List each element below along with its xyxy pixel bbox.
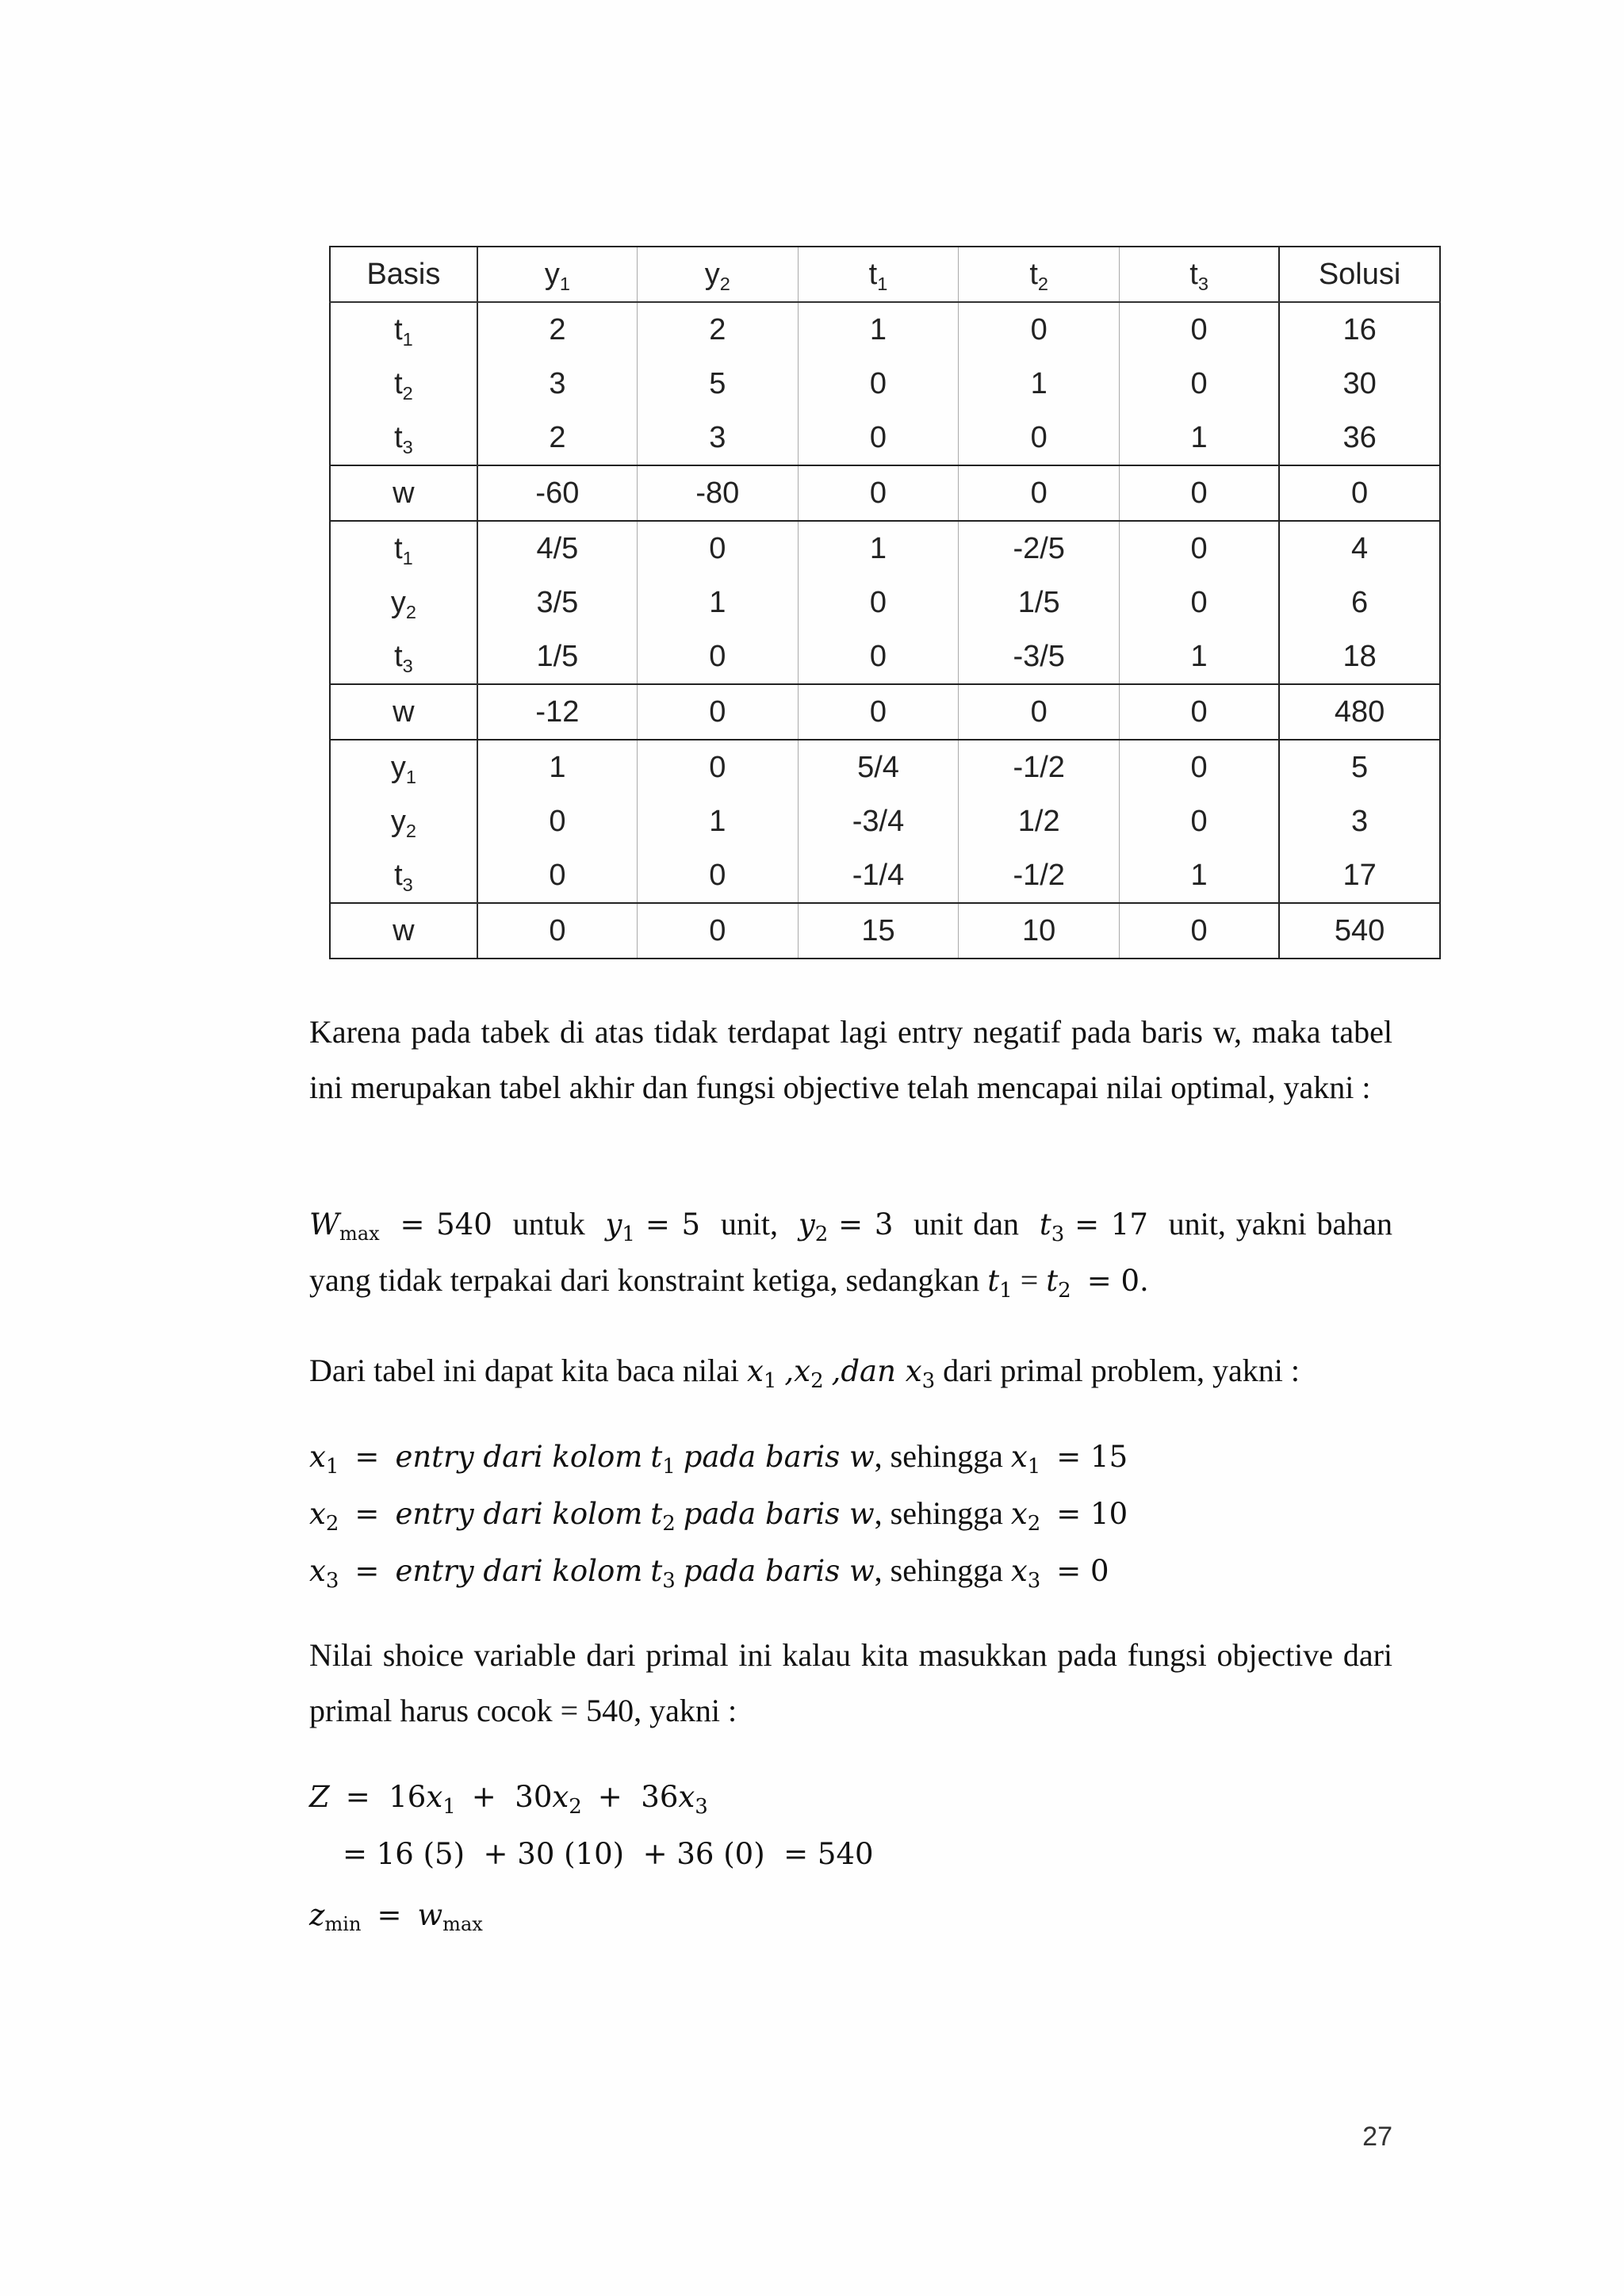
table-cell: 0 (1120, 903, 1280, 959)
column-header-y1: $y_1$ (477, 247, 638, 302)
table-row (330, 740, 1440, 794)
basis-cell: $t_3$ (330, 411, 477, 465)
equation-z-evaluated: = 16 (5) + 30 (10) + 36 (0) = 540 (343, 1837, 874, 1871)
table-cell: 18 (1279, 629, 1440, 684)
column-header-basis: Basis (330, 247, 477, 302)
table-cell: 540 (1279, 903, 1440, 959)
table-cell: 30 (1279, 357, 1440, 411)
basis-cell: $t_1$ (330, 302, 477, 357)
table-cell: 15 (798, 903, 959, 959)
table-cell: 1/5 (477, 629, 638, 684)
table-row (330, 521, 1440, 576)
table-cell: 1 (1120, 629, 1280, 684)
table-cell: 10 (959, 903, 1120, 959)
paragraph-check-objective: Nilai shoice variable dari primal ini kalau kita masukkan pada fungsi objective dari primal harus cocok = 540, yakni : (309, 1637, 1392, 1728)
column-header-t1: $t_1$ (798, 247, 959, 302)
table-cell: 0 (1120, 357, 1280, 411)
table-row (330, 576, 1440, 629)
column-header-y2: $y_2$ (637, 247, 798, 302)
paragraph-conclusion: Karena pada tabek di atas tidak terdapat lagi entry negatif pada baris w, maka tabel ini merupakan tabel akhir dan fungsi objective telah mencapai nilai optimal, yakni : (309, 1014, 1392, 1105)
table-cell: -2/5 (959, 521, 1120, 576)
table-cell: -12 (477, 684, 638, 740)
x-value-line: x1 = entry dari kolom t1 pada baris w, sehingga x1 = 15 (309, 1438, 1128, 1479)
equation-z: Z = 16x1 + 30x2 + 36x3 (309, 1780, 708, 1819)
page-number: 27 (1362, 2122, 1392, 2152)
table-cell: 4 (1279, 521, 1440, 576)
table-cell: 5 (637, 357, 798, 411)
table-cell: -60 (477, 465, 638, 521)
basis-cell: $t_3$ (330, 848, 477, 903)
table-cell: 0 (959, 684, 1120, 740)
table-cell: 1 (798, 302, 959, 357)
table-cell: 36 (1279, 411, 1440, 465)
table-cell: 0 (637, 848, 798, 903)
basis-cell: w (330, 684, 477, 740)
table-cell: 1 (477, 740, 638, 794)
table-cell: 3 (1279, 794, 1440, 848)
table-cell: 16 (1279, 302, 1440, 357)
table-row-objective (330, 903, 1440, 959)
equation-zmin-wmax: zmin = wmax (309, 1898, 483, 1936)
table-row-objective (330, 684, 1440, 740)
table-cell: 1 (959, 357, 1120, 411)
basis-cell: w (330, 903, 477, 959)
table-cell: 0 (477, 794, 638, 848)
table-cell: 0 (798, 465, 959, 521)
table-cell: 1 (637, 576, 798, 629)
table-cell: -1/2 (959, 740, 1120, 794)
table-cell: 0 (1120, 740, 1280, 794)
table-cell: 3 (477, 357, 638, 411)
table-cell: 0 (959, 465, 1120, 521)
paragraph-read-values: Dari tabel ini dapat kita baca nilai x1 ,x2 ,dan x3 dari primal problem, yakni : (309, 1353, 1300, 1393)
basis-cell: $t_1$ (330, 521, 477, 576)
table-cell: -80 (637, 465, 798, 521)
table-cell: 5/4 (798, 740, 959, 794)
table-cell: 0 (798, 576, 959, 629)
table-cell: -1/4 (798, 848, 959, 903)
table-cell: 0 (798, 357, 959, 411)
table-cell: 0 (637, 629, 798, 684)
table-cell: 0 (1120, 684, 1280, 740)
table-cell: 1 (798, 521, 959, 576)
table-body (330, 302, 1440, 959)
basis-cell: $t_2$ (330, 357, 477, 411)
table-cell: 0 (477, 848, 638, 903)
table-cell: 4/5 (477, 521, 638, 576)
table-cell: 0 (637, 521, 798, 576)
table-row (330, 794, 1440, 848)
table-cell: 1 (1120, 411, 1280, 465)
table-cell: 5 (1279, 740, 1440, 794)
column-header-t3: $t_3$ (1120, 247, 1280, 302)
table-row (330, 357, 1440, 411)
simplex-table (329, 246, 1441, 959)
table-cell: 480 (1279, 684, 1440, 740)
table-row-objective (330, 465, 1440, 521)
table-cell: -3/5 (959, 629, 1120, 684)
table-row (330, 411, 1440, 465)
table-cell: 0 (1120, 521, 1280, 576)
table-cell: 0 (1279, 465, 1440, 521)
table-cell: 3/5 (477, 576, 638, 629)
table-cell: 6 (1279, 576, 1440, 629)
table-cell: 0 (798, 684, 959, 740)
table-row (330, 629, 1440, 684)
table-cell: 0 (798, 629, 959, 684)
table-cell: -1/2 (959, 848, 1120, 903)
table-cell: 2 (637, 302, 798, 357)
x-value-line: x2 = entry dari kolom t2 pada baris w, sehingga x2 = 10 (309, 1495, 1128, 1536)
basis-cell: $t_3$ (330, 629, 477, 684)
basis-cell: $y_2$ (330, 576, 477, 629)
basis-cell: $y_2$ (330, 794, 477, 848)
table-cell: 0 (959, 302, 1120, 357)
table-row (330, 302, 1440, 357)
table-header (330, 247, 1440, 302)
table-cell: 0 (637, 684, 798, 740)
table-cell: 0 (637, 740, 798, 794)
table-cell: 0 (959, 411, 1120, 465)
basis-cell: w (330, 465, 477, 521)
x-value-line: x3 = entry dari kolom t3 pada baris w, sehingga x3 = 0 (309, 1552, 1109, 1593)
table-cell: 3 (637, 411, 798, 465)
table-cell: 1 (1120, 848, 1280, 903)
table-cell: -3/4 (798, 794, 959, 848)
table-cell: 1/2 (959, 794, 1120, 848)
table-cell: 0 (1120, 794, 1280, 848)
table-cell: 2 (477, 411, 638, 465)
table-cell: 0 (637, 903, 798, 959)
table-cell: 0 (1120, 576, 1280, 629)
table-cell: 0 (798, 411, 959, 465)
table-cell: 1 (637, 794, 798, 848)
column-header-solusi: Solusi (1279, 247, 1440, 302)
table-cell: 2 (477, 302, 638, 357)
table-cell: 0 (477, 903, 638, 959)
paragraph-optimal-solution: Wmax = 540 untuk y1 = 5 unit, y2 = 3 unit dan t3 = 17 unit, yakni bahan yang tidak terpakai dari konstraint ketiga, sedangkan t1 = t2 = 0. (309, 1206, 1393, 1303)
column-header-t2: $t_2$ (959, 247, 1120, 302)
table-row (330, 848, 1440, 903)
table-cell: 0 (1120, 302, 1280, 357)
table-cell: 0 (1120, 465, 1280, 521)
table-cell: 17 (1279, 848, 1440, 903)
table-cell: 1/5 (959, 576, 1120, 629)
basis-cell: $y_1$ (330, 740, 477, 794)
